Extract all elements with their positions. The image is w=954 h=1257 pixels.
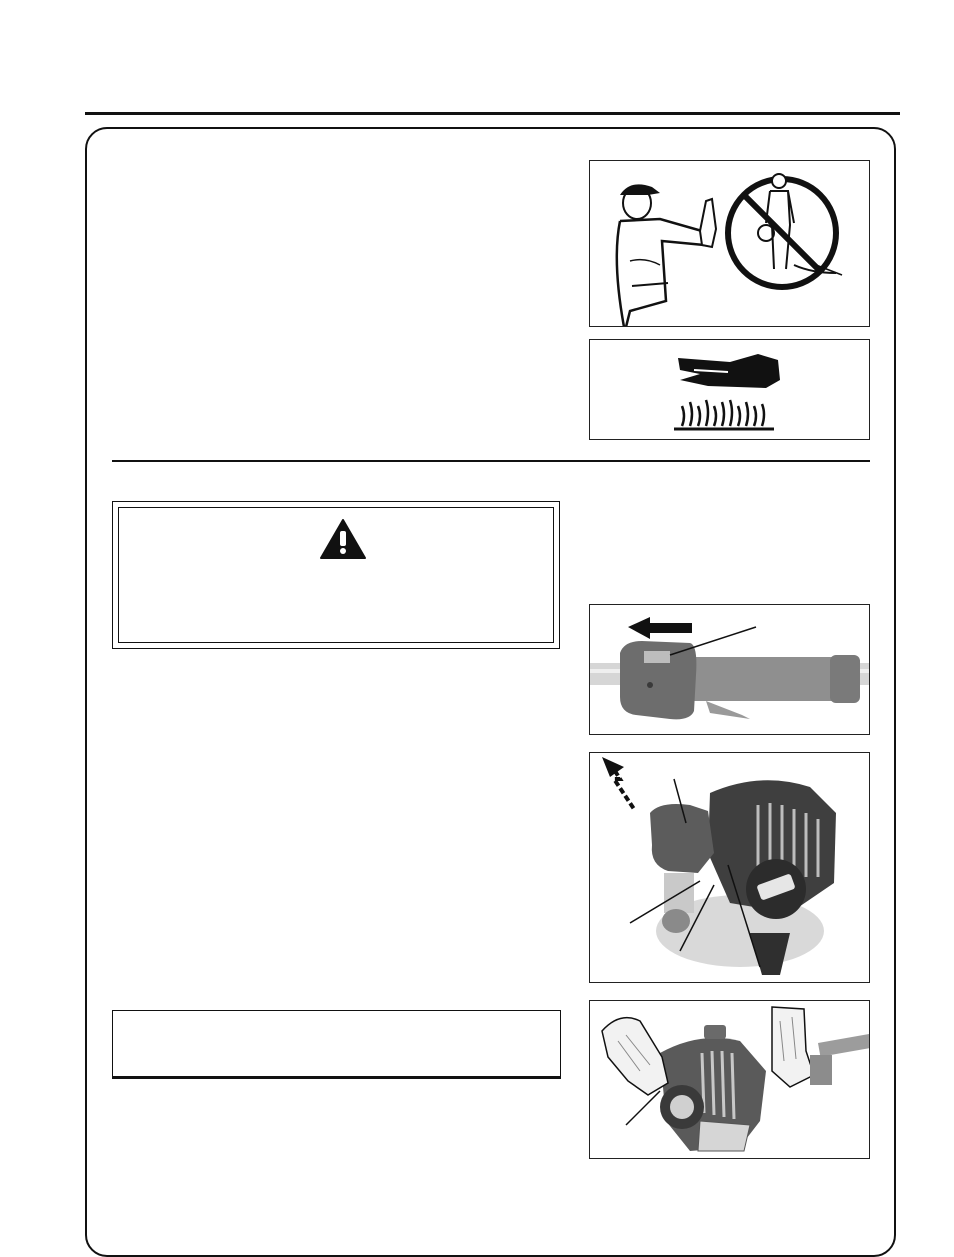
warning-triangle-icon	[319, 518, 367, 560]
throttle-handle-icon	[590, 605, 870, 735]
engine-controls-icon	[590, 753, 870, 983]
figure-bystander-warning	[589, 160, 870, 327]
warning-box-inner	[118, 507, 554, 643]
stop-bystander-icon	[590, 161, 870, 327]
figure-engine-controls	[589, 752, 870, 983]
hands-on-engine-icon	[590, 1001, 870, 1159]
note-box	[112, 1010, 561, 1079]
figure-throttle-handle	[589, 604, 870, 735]
figure-hands-on-engine	[589, 1000, 870, 1159]
warning-box	[112, 501, 560, 649]
section-divider	[112, 460, 870, 462]
hot-surface-hand-icon	[590, 340, 870, 440]
figure-hot-surface	[589, 339, 870, 440]
top-rule	[85, 112, 900, 115]
